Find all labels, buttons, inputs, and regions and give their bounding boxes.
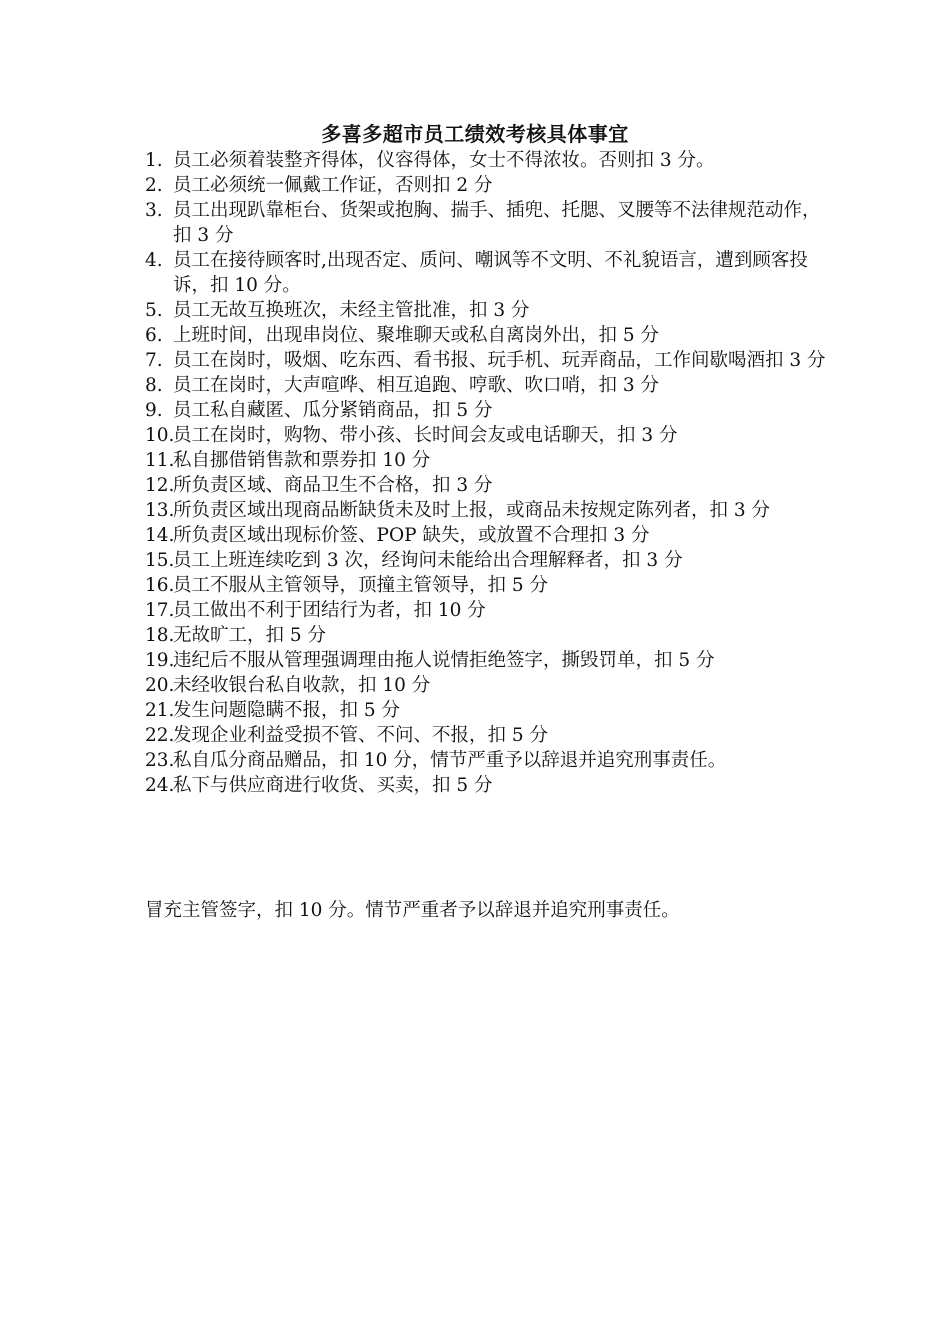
document-title: 多喜多超市员工绩效考核具体事宜 xyxy=(321,122,629,146)
rule-text: 员工在岗时，购物、带小孩、长时间会友或电话聊天，扣 3 分 xyxy=(173,425,678,446)
rule-number: 9. xyxy=(145,400,163,421)
rule-text: 员工不服从主管领导，顶撞主管领导，扣 5 分 xyxy=(173,575,549,596)
rule-text: 员工在岗时，大声喧哗、相互追跑、哼歌、吹口哨，扣 3 分 xyxy=(173,375,660,396)
rule-number: 16. xyxy=(145,575,175,596)
rule-text: 所负责区域出现标价签、POP 缺失，或放置不合理扣 3 分 xyxy=(173,525,650,546)
rule-number: 5. xyxy=(145,300,163,321)
rule-number: 1. xyxy=(145,150,163,171)
rule-number: 11. xyxy=(145,450,175,471)
rule-text: 员工做出不利于团结行为者，扣 10 分 xyxy=(173,600,486,621)
rule-item xyxy=(145,498,835,523)
rule-number: 12. xyxy=(145,475,175,496)
rule-item xyxy=(145,298,835,323)
rule-number: 21. xyxy=(145,700,175,721)
rule-text: 员工必须统一佩戴工作证，否则扣 2 分 xyxy=(173,175,493,196)
rule-text: 员工必须着装整齐得体，仪容得体，女士不得浓妆。否则扣 3 分。 xyxy=(173,150,715,171)
rule-item xyxy=(145,623,835,648)
rule-number: 6. xyxy=(145,325,163,346)
rule-text: 私下与供应商进行收货、买卖，扣 5 分 xyxy=(173,775,493,796)
rule-number: 14. xyxy=(145,525,175,546)
rule-text: 未经收银台私自收款，扣 10 分 xyxy=(173,675,431,696)
rule-item xyxy=(145,373,835,398)
rule-item xyxy=(145,148,835,173)
rule-item xyxy=(145,523,835,548)
rule-item xyxy=(145,448,835,473)
rule-number: 7. xyxy=(145,350,163,371)
rule-text: 发现企业利益受损不管、不问、不报，扣 5 分 xyxy=(173,725,549,746)
rule-number: 13. xyxy=(145,500,175,521)
rule-text: 私自挪借销售款和票券扣 10 分 xyxy=(173,450,431,471)
rule-item xyxy=(145,548,835,573)
rule-text: 员工私自藏匿、瓜分紧销商品，扣 5 分 xyxy=(173,400,493,421)
rule-number: 23. xyxy=(145,750,175,771)
rule-text: 私自瓜分商品赠品，扣 10 分，情节严重予以辞退并追究刑事责任。 xyxy=(173,750,727,771)
rule-number: 20. xyxy=(145,675,175,696)
rule-text: 无故旷工，扣 5 分 xyxy=(173,625,327,646)
rule-number: 8. xyxy=(145,375,163,396)
rule-text: 所负责区域出现商品断缺货未及时上报，或商品未按规定陈列者，扣 3 分 xyxy=(173,500,771,521)
rule-number: 4. xyxy=(145,250,163,271)
rule-number: 19. xyxy=(145,650,175,671)
rule-number: 15. xyxy=(145,550,175,571)
rule-text: 员工无故互换班次，未经主管批准，扣 3 分 xyxy=(173,300,530,321)
rule-number: 2. xyxy=(145,175,163,196)
rule-item xyxy=(145,648,835,673)
rule-item xyxy=(145,773,835,798)
rule-text: 员工在接待顾客时,出现否定、质问、嘲讽等不文明、不礼貌语言，遭到顾客投诉，扣 10 分。 xyxy=(173,250,808,296)
rule-number: 10. xyxy=(145,425,175,446)
rule-item xyxy=(145,398,835,423)
rule-text: 员工出现趴靠柜台、货架或抱胸、揣手、插兜、托腮、叉腰等不法律规范动作，扣 3 分 xyxy=(173,200,821,246)
rule-item xyxy=(145,598,835,623)
rule-item xyxy=(145,698,835,723)
rule-text: 违纪后不服从管理强调理由拖人说情拒绝签字，撕毁罚单，扣 5 分 xyxy=(173,650,715,671)
rule-item xyxy=(145,723,835,748)
rule-text: 发生问题隐瞒不报，扣 5 分 xyxy=(173,700,401,721)
rule-number: 3. xyxy=(145,200,163,221)
rule-number: 17. xyxy=(145,600,175,621)
rule-item xyxy=(145,748,835,773)
rule-text: 员工在岗时，吸烟、吃东西、看书报、玩手机、玩弄商品，工作间歇喝酒扣 3 分 xyxy=(173,350,826,371)
rule-text: 上班时间，出现串岗位、聚堆聊天或私自离岗外出，扣 5 分 xyxy=(173,325,660,346)
rule-item xyxy=(145,348,835,373)
rule-number: 18. xyxy=(145,625,175,646)
rule-number: 24. xyxy=(145,775,175,796)
rule-item xyxy=(145,573,835,598)
rule-item xyxy=(145,173,835,198)
rule-text: 员工上班连续吃到 3 次，经询问未能给出合理解释者，扣 3 分 xyxy=(173,550,683,571)
rule-item xyxy=(145,248,835,298)
rule-item xyxy=(145,323,835,348)
rule-number: 22. xyxy=(145,725,175,746)
rule-list xyxy=(145,148,835,798)
rule-item xyxy=(145,673,835,698)
rule-text: 所负责区域、商品卫生不合格，扣 3 分 xyxy=(173,475,493,496)
rule-item xyxy=(145,423,835,448)
rule-item xyxy=(145,198,835,248)
rule-item xyxy=(145,473,835,498)
closing-rule-line: 冒充主管签字，扣 10 分。情节严重者予以辞退并追究刑事责任。 xyxy=(145,900,680,921)
